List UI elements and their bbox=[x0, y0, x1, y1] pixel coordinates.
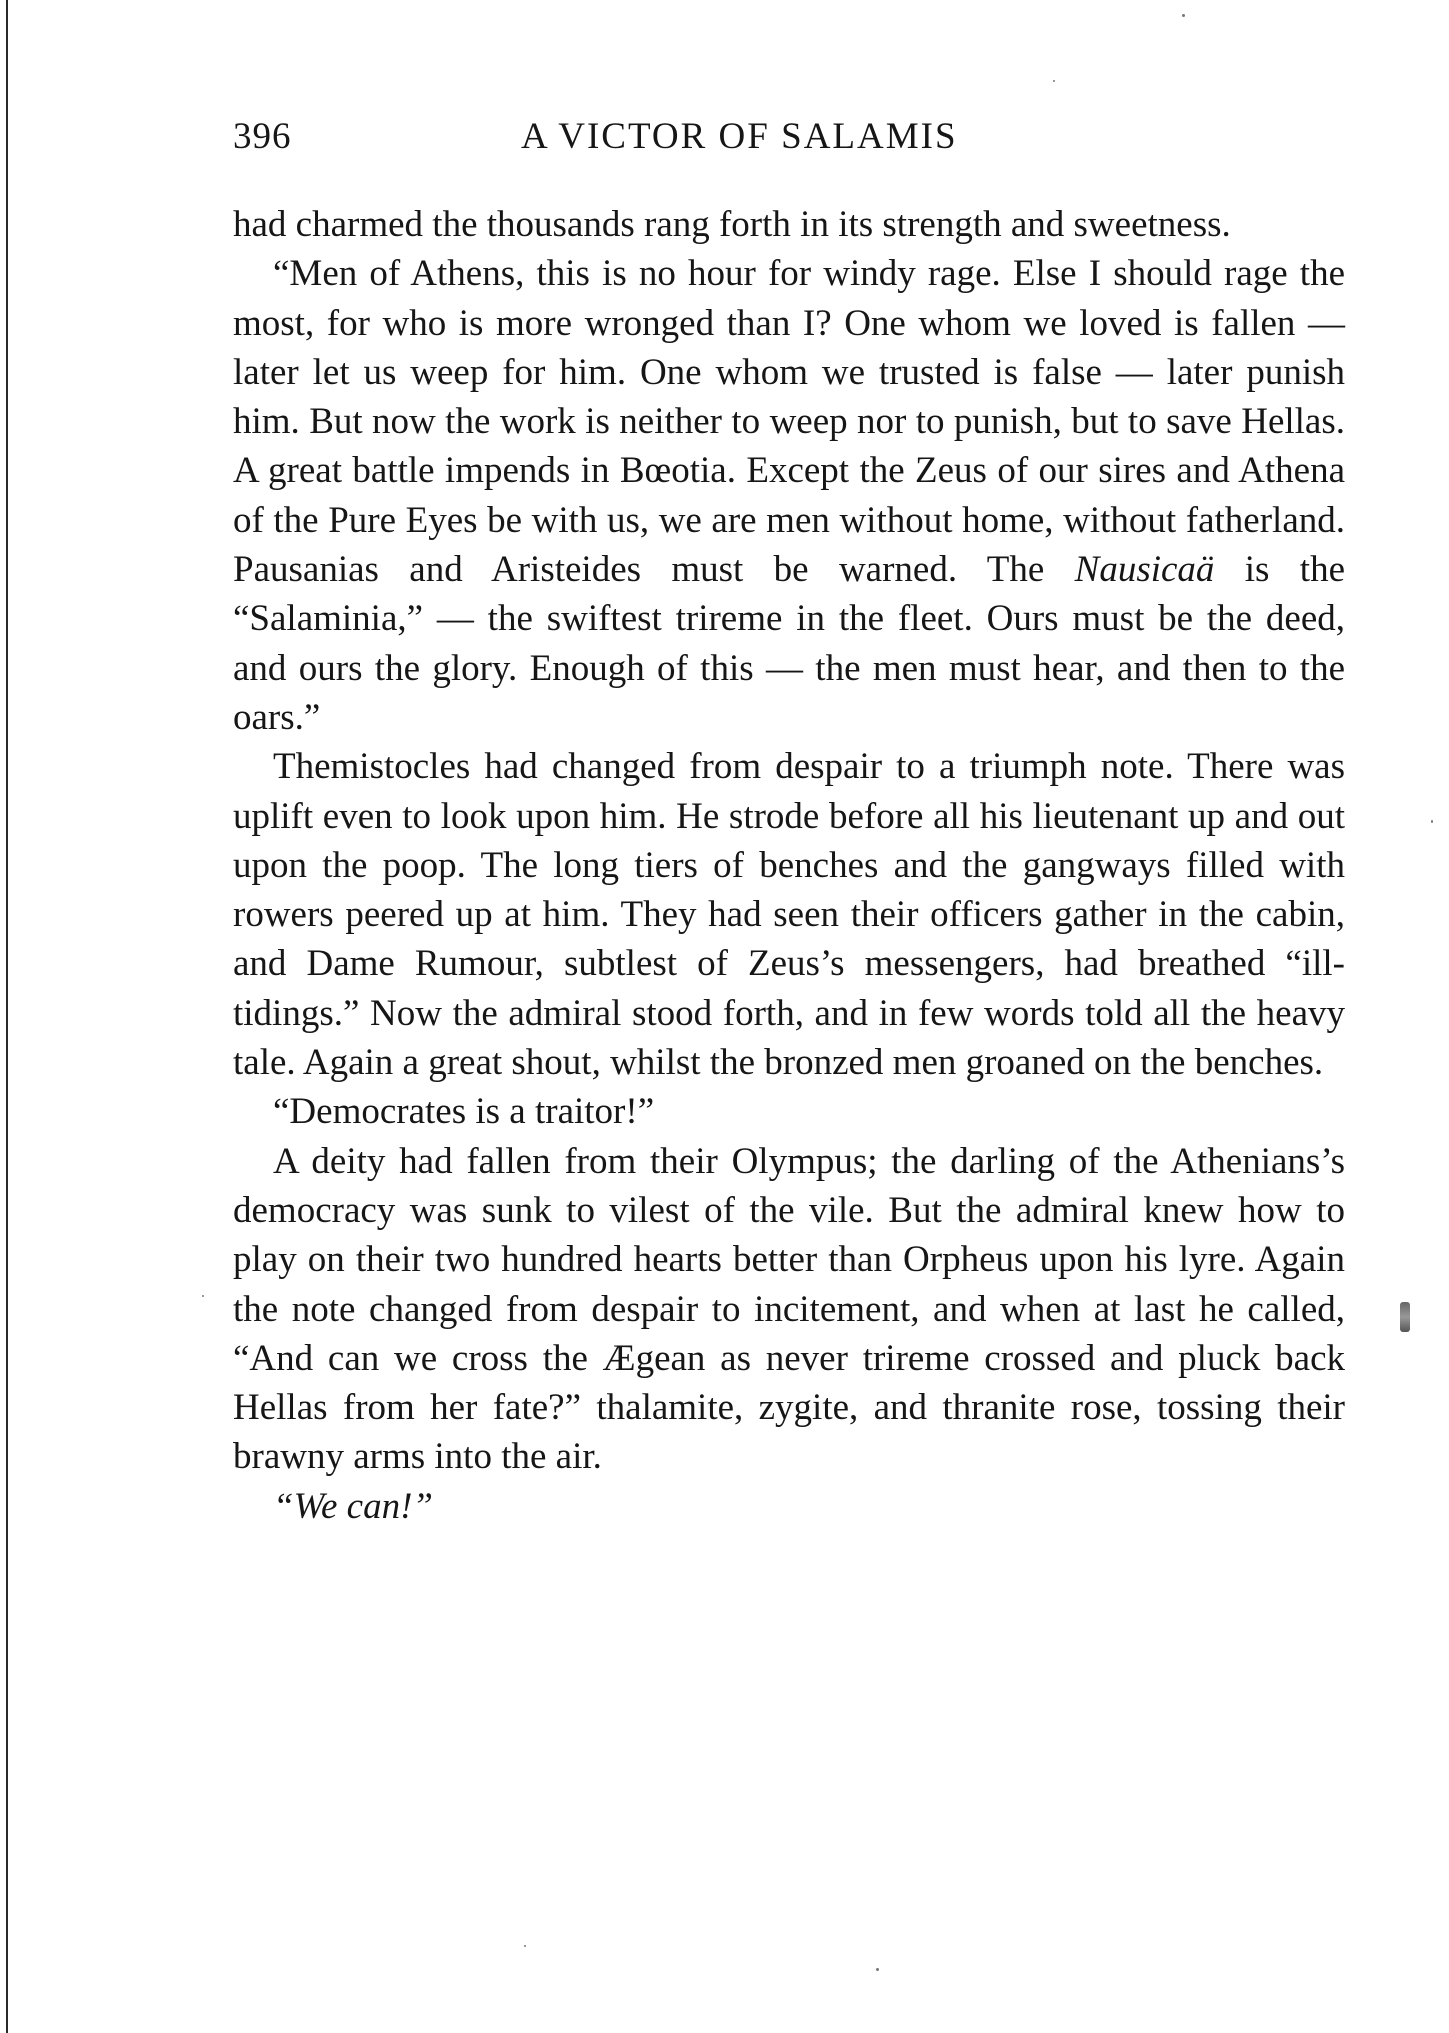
ship-name: Nausicaä bbox=[1074, 549, 1215, 591]
margin-ink-mark bbox=[1400, 1302, 1410, 1332]
scan-speck bbox=[1182, 14, 1185, 17]
scan-speck bbox=[876, 1968, 879, 1971]
page-edge-rule bbox=[6, 0, 8, 2033]
paragraph-continuation: had charmed the thousands rang forth in its strength and sweetness. bbox=[233, 204, 1231, 245]
body-text bbox=[233, 200, 1345, 1531]
speech-part-2: is the “Salaminia,” — the swiftest trireme in the fleet. Ours must be the deed, and ours the glory. Enough of this — the men must hear, and then to the oars.” bbox=[233, 549, 1345, 738]
speech-part-1: “Men of Athens, this is no hour for windy rage. Else I should rage the most, for who is more wronged than I? One whom we loved is fallen — later let us weep for him. One whom we trusted is false — later punish him. But now the work is neither to weep nor to punish, but to save Hellas. A great battle impends in Bœotia. Except the Zeus of our sires and Athena of the Pure Eyes be with us, we are men without home, without fatherland. Pausanias and Aristeides must be warned. The bbox=[233, 253, 1345, 591]
scan-speck bbox=[1431, 820, 1433, 823]
paragraph-shout: “Democrates is a traitor!” bbox=[273, 1091, 655, 1133]
paragraph-we-can: “We can!” bbox=[273, 1485, 433, 1527]
page-number: 396 bbox=[233, 116, 292, 157]
scan-speck bbox=[524, 1945, 526, 1947]
paragraph-narration: Themistocles had changed from despair to a triumph note. There was uplift even to look upon him. He strode before all his lieutenant up and out upon the poop. The long tiers of benches and the gangways filled with rowers peered up at him. They had seen their officers gather in the cabin, and Dame Rumour, subtlest of Zeus’s messengers, had breathed “ill-tidings.” Now the admiral stood forth, and in few words told all the heavy tale. Again a great shout, whilst the bronzed men groaned on the benches. bbox=[233, 746, 1345, 1084]
scan-speck bbox=[1053, 80, 1055, 82]
page-header bbox=[233, 112, 1345, 162]
running-title: A VICTOR OF SALAMIS bbox=[521, 116, 958, 157]
scan-speck bbox=[202, 1295, 204, 1297]
paragraph-themistocles-speech bbox=[233, 249, 1345, 742]
paragraph-deity-fallen: A deity had fallen from their Olympus; the darling of the Athenians’s democracy was sunk to vilest of the vile. But the admiral knew how to play on their two hundred hearts better than Orpheus upon his lyre. Again the note changed from despair to incitement, and when at last he called, “And can we cross the Ægean as never trireme crossed and pluck back Hellas from her fate?” thalamite, zygite, and thranite rose, tossing their brawny arms into the air. bbox=[233, 1140, 1345, 1478]
